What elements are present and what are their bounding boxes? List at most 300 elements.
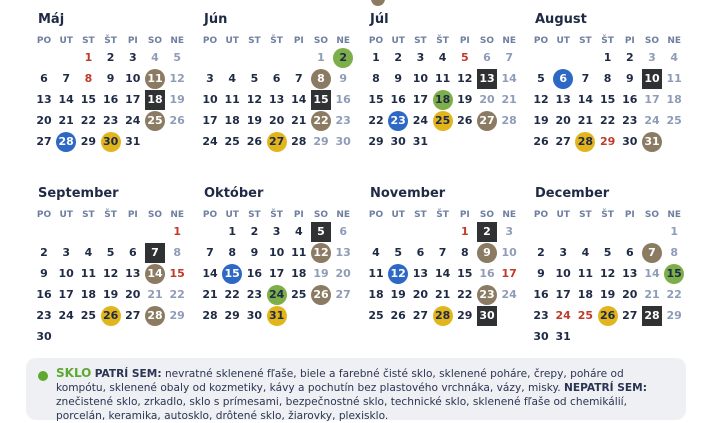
calendar-day: [77, 111, 99, 131]
calendar-day: [530, 90, 552, 110]
calendar-day: [288, 90, 310, 110]
calendar-day: [387, 48, 409, 68]
day-number: 12: [169, 72, 185, 85]
calendar-day: [310, 111, 332, 131]
weekday-label: NE: [502, 36, 517, 46]
day-number: 9: [250, 246, 259, 259]
legend-not-belongs-label: NEPATRÍ SEM:: [564, 382, 647, 394]
day-number: 25: [434, 114, 451, 127]
calendar-day: [365, 132, 387, 152]
calendar-day: [574, 90, 596, 110]
calendar-day: [530, 132, 552, 152]
day-number: 20: [412, 288, 429, 301]
weekday-label: ST: [579, 36, 592, 46]
calendar-day: [552, 132, 574, 152]
day-number: 7: [581, 72, 590, 85]
calendar-day: [454, 69, 476, 89]
day-number: 8: [372, 72, 380, 85]
calendar-day: [663, 111, 685, 131]
calendar-day: [288, 243, 310, 263]
day-number: 28: [291, 135, 307, 148]
day-number: 28: [577, 135, 594, 148]
day-number: 23: [335, 114, 351, 127]
day-number: 10: [644, 72, 660, 85]
calendar-day: [266, 243, 288, 263]
calendar-day: [243, 69, 265, 89]
calendar-day: [365, 306, 387, 326]
day-number: 9: [40, 267, 48, 280]
weekday-label: NE: [667, 210, 682, 220]
day-number: 2: [394, 51, 403, 64]
day-number: 13: [622, 267, 638, 280]
day-number: 29: [457, 309, 473, 322]
weekday-label: SO: [313, 210, 329, 220]
calendar-day: [288, 285, 310, 305]
weekday-label: ST: [82, 36, 95, 46]
calendar-day: [221, 69, 243, 89]
calendar-day: [199, 111, 221, 131]
calendar-day: [387, 285, 409, 305]
calendar-day: [619, 111, 641, 131]
calendar-day: [33, 90, 55, 110]
month-title: Október: [204, 186, 264, 201]
calendar-day: [365, 285, 387, 305]
calendar-day: [100, 264, 122, 284]
day-number: 11: [80, 267, 97, 280]
weekday-label: PO: [36, 210, 52, 220]
calendar-day: [310, 132, 332, 152]
calendar-day: [77, 285, 99, 305]
calendar-day: [641, 264, 663, 284]
calendar-day: [409, 48, 431, 68]
calendar-day: [365, 264, 387, 284]
day-number: 9: [537, 267, 545, 280]
day-number: 30: [36, 330, 52, 343]
calendar-day: [221, 90, 243, 110]
calendar-day: [387, 264, 409, 284]
day-number: 3: [416, 51, 425, 64]
day-number: 20: [555, 114, 571, 127]
month-title: Júl: [370, 12, 389, 27]
day-number: 9: [483, 246, 491, 259]
day-number: 14: [58, 93, 74, 106]
calendar-day: [199, 306, 221, 326]
weekday-label: PO: [533, 36, 549, 46]
day-number: 17: [58, 288, 74, 301]
day-number: 28: [501, 114, 517, 127]
weekday-label: ST: [82, 210, 95, 220]
calendar-day: [476, 285, 498, 305]
calendar-day: [266, 222, 288, 242]
day-number: 3: [62, 246, 71, 259]
weekday-label: ŠT: [436, 36, 449, 46]
calendar-day: [619, 48, 641, 68]
day-number: 1: [372, 51, 380, 64]
day-number: 11: [666, 72, 682, 85]
calendar-day: [641, 48, 663, 68]
day-number: 6: [128, 246, 137, 259]
day-number: 22: [80, 114, 97, 127]
day-number: 15: [224, 267, 240, 280]
calendar-day: [552, 90, 574, 110]
day-number: 4: [438, 51, 447, 64]
day-number: 26: [246, 135, 263, 148]
weekday-label: PI: [624, 36, 635, 46]
day-number: 23: [479, 288, 495, 301]
day-number: 21: [58, 114, 74, 127]
calendar-day: [574, 132, 596, 152]
calendar-day: [144, 306, 166, 326]
day-number: 19: [457, 93, 473, 106]
calendar-day: [166, 48, 188, 68]
day-number: 28: [202, 309, 218, 322]
day-number: 4: [84, 246, 93, 259]
day-number: 16: [533, 288, 549, 301]
weekday-label: UT: [556, 210, 570, 220]
calendar-day: [597, 90, 619, 110]
calendar-day: [288, 111, 310, 131]
calendar-day: [332, 243, 354, 263]
calendar-day: [77, 90, 99, 110]
day-number: 14: [644, 267, 660, 280]
day-number: 7: [438, 246, 447, 259]
calendar-day: [454, 264, 476, 284]
calendar-day: [144, 243, 166, 263]
day-number: 14: [434, 267, 451, 280]
day-number: 29: [368, 135, 384, 148]
weekday-label: PO: [368, 210, 384, 220]
calendar-day: [597, 69, 619, 89]
calendar-day: [498, 285, 520, 305]
weekday-label: UT: [556, 36, 570, 46]
calendar-day: [100, 90, 122, 110]
calendar-day: [266, 90, 288, 110]
day-number: 13: [555, 93, 571, 106]
weekday-label: PO: [36, 36, 52, 46]
day-number: 11: [434, 72, 451, 85]
day-number: 4: [228, 72, 237, 85]
day-number: 12: [533, 93, 549, 106]
weekday-label: ST: [579, 210, 592, 220]
day-number: 12: [390, 267, 406, 280]
day-number: 13: [412, 267, 429, 280]
calendar-day: [33, 306, 55, 326]
calendar-day: [409, 306, 431, 326]
calendar-day: [55, 69, 77, 89]
calendar-day: [166, 264, 188, 284]
day-number: 24: [58, 309, 74, 322]
weekday-label: UT: [225, 36, 239, 46]
day-number: 10: [268, 246, 285, 259]
day-number: 2: [106, 51, 115, 64]
calendar-day: [221, 111, 243, 131]
calendar-day: [166, 69, 188, 89]
calendar-day: [122, 306, 144, 326]
calendar-day: [498, 111, 520, 131]
day-number: 19: [102, 288, 119, 301]
calendar-day: [199, 69, 221, 89]
day-number: 10: [412, 72, 429, 85]
month-title: December: [535, 186, 610, 201]
day-number: 8: [173, 246, 182, 259]
calendar-day: [310, 243, 332, 263]
calendar-day: [144, 264, 166, 284]
calendar-day: [122, 48, 144, 68]
calendar-day: [77, 306, 99, 326]
day-number: 4: [151, 51, 159, 64]
calendar-day: [288, 222, 310, 242]
day-number: 10: [501, 246, 517, 259]
day-number: 27: [412, 309, 429, 322]
day-number: 30: [622, 135, 638, 148]
calendar-day: [100, 48, 122, 68]
day-number: 5: [394, 246, 403, 259]
day-number: 21: [202, 288, 218, 301]
day-number: 23: [533, 309, 549, 322]
calendar-day: [166, 285, 188, 305]
day-number: 10: [125, 72, 141, 85]
day-number: 7: [505, 51, 514, 64]
day-number: 19: [533, 114, 549, 127]
weekday-label: PO: [202, 36, 218, 46]
day-number: 27: [125, 309, 141, 322]
weekday-label: PI: [624, 210, 635, 220]
calendar-day: [387, 90, 409, 110]
day-number: 18: [224, 114, 240, 127]
calendar-day: [100, 111, 122, 131]
calendar-day: [476, 69, 498, 89]
day-number: 2: [625, 51, 634, 64]
calendar-day: [310, 222, 332, 242]
calendar-day: [498, 222, 520, 242]
weekday-label: ŠT: [270, 210, 283, 220]
calendar-day: [55, 264, 77, 284]
calendar-day: [332, 48, 354, 68]
calendar-day: [243, 111, 265, 131]
day-number: 7: [151, 246, 159, 259]
calendar-day: [663, 306, 685, 326]
calendar-day: [288, 69, 310, 89]
calendar-day: [243, 243, 265, 263]
day-number: 22: [169, 288, 185, 301]
day-number: 6: [559, 72, 568, 85]
day-number: 17: [202, 114, 218, 127]
day-number: 11: [224, 93, 240, 106]
day-number: 25: [666, 114, 682, 127]
calendar-day: [77, 132, 99, 152]
calendar-day: [243, 264, 265, 284]
day-number: 20: [479, 93, 495, 106]
day-number: 10: [555, 267, 571, 280]
calendar-day: [619, 243, 641, 263]
day-number: 11: [368, 267, 384, 280]
calendar-day: [552, 111, 574, 131]
calendar-day: [33, 111, 55, 131]
calendar-day: [619, 285, 641, 305]
calendar-day: [266, 264, 288, 284]
day-number: 26: [533, 135, 549, 148]
day-number: 11: [147, 72, 163, 85]
calendar-day: [574, 264, 596, 284]
calendar-day: [55, 285, 77, 305]
weekday-label: NE: [336, 36, 351, 46]
weekday-label: NE: [502, 210, 517, 220]
day-number: 4: [581, 246, 590, 259]
weekday-label: ŠT: [104, 36, 117, 46]
day-number: 1: [228, 225, 237, 238]
calendar-day: [122, 69, 144, 89]
month-title: November: [370, 186, 446, 201]
calendar-day: [476, 264, 498, 284]
day-number: 31: [125, 135, 141, 148]
day-number: 26: [313, 288, 329, 301]
calendar-day: [619, 132, 641, 152]
day-number: 8: [460, 246, 469, 259]
day-number: 1: [603, 51, 612, 64]
calendar-day: [574, 111, 596, 131]
day-number: 9: [339, 72, 348, 85]
calendar-day: [332, 90, 354, 110]
calendar-day: [530, 111, 552, 131]
calendar-day: [552, 264, 574, 284]
day-number: 24: [412, 114, 429, 127]
weekday-label: ŠT: [601, 36, 614, 46]
day-number: 30: [479, 309, 495, 322]
day-number: 15: [666, 267, 682, 280]
calendar-day: [310, 69, 332, 89]
calendar-day: [33, 264, 55, 284]
calendar-day: [498, 243, 520, 263]
calendar-day: [55, 90, 77, 110]
day-number: 25: [224, 135, 240, 148]
calendar-day: [454, 243, 476, 263]
calendar-day: [166, 90, 188, 110]
calendar-day: [432, 90, 454, 110]
day-number: 5: [537, 72, 545, 85]
weekday-label: ST: [248, 36, 261, 46]
calendar-day: [33, 243, 55, 263]
calendar-day: [387, 111, 409, 131]
legend-text: [56, 366, 674, 423]
day-number: 29: [169, 309, 185, 322]
calendar-day: [365, 48, 387, 68]
calendar-day: [663, 69, 685, 89]
day-number: 2: [339, 51, 348, 64]
calendar-day: [663, 90, 685, 110]
weekday-label: SO: [479, 36, 495, 46]
calendar-day: [100, 285, 122, 305]
day-number: 13: [125, 267, 141, 280]
calendar-day: [387, 243, 409, 263]
calendar-day: [266, 306, 288, 326]
day-number: 6: [625, 246, 634, 259]
day-number: 8: [84, 72, 93, 85]
day-number: 4: [372, 246, 380, 259]
weekday-label: NE: [667, 36, 682, 46]
calendar-day: [365, 111, 387, 131]
calendar-day: [199, 132, 221, 152]
weekday-label: UT: [391, 210, 405, 220]
calendar-day: [100, 306, 122, 326]
day-number: 3: [505, 225, 514, 238]
day-number: 18: [434, 93, 451, 106]
day-number: 24: [202, 135, 218, 148]
day-number: 29: [80, 135, 97, 148]
calendar-day: [432, 264, 454, 284]
calendar-day: [100, 69, 122, 89]
calendar-day: [476, 48, 498, 68]
calendar-day: [641, 243, 663, 263]
calendar-day: [432, 69, 454, 89]
day-number: 27: [479, 114, 495, 127]
calendar-day: [221, 306, 243, 326]
day-number: 24: [555, 309, 571, 322]
day-number: 27: [335, 288, 351, 301]
calendar-day: [144, 285, 166, 305]
calendar-day: [498, 69, 520, 89]
calendar-day: [122, 90, 144, 110]
day-number: 6: [40, 72, 48, 85]
day-number: 31: [268, 309, 285, 322]
calendar-day: [33, 285, 55, 305]
day-number: 7: [206, 246, 214, 259]
month-title: September: [38, 186, 119, 201]
calendar-day: [166, 111, 188, 131]
day-number: 16: [479, 267, 495, 280]
day-number: 20: [335, 267, 351, 280]
calendar-day: [122, 285, 144, 305]
day-number: 10: [202, 93, 218, 106]
day-number: 25: [368, 309, 384, 322]
weekday-label: PI: [127, 210, 138, 220]
calendar-day: [498, 90, 520, 110]
day-number: 29: [599, 135, 616, 148]
day-number: 21: [147, 288, 163, 301]
calendar-day: [144, 111, 166, 131]
day-number: 21: [291, 114, 307, 127]
day-number: 14: [577, 93, 594, 106]
day-number: 17: [125, 93, 141, 106]
calendar-day: [476, 306, 498, 326]
day-number: 31: [644, 135, 660, 148]
calendar-day: [266, 132, 288, 152]
day-number: 27: [268, 135, 285, 148]
calendar-day: [122, 132, 144, 152]
day-number: 23: [622, 114, 638, 127]
day-number: 22: [224, 288, 240, 301]
day-number: 25: [147, 114, 163, 127]
day-number: 15: [313, 93, 329, 106]
day-number: 22: [457, 288, 473, 301]
legend-belongs-text: nevratné sklenené fľaše, biele a farebné čisté sklo, sklenené poháre, črepy, poháre od kompótu, sklenené obaly od kozmetiky, kávy a pochutín bez plastového vrchnáka, vázy, misky.: [56, 368, 624, 394]
calendar-day: [641, 306, 663, 326]
day-number: 7: [62, 72, 71, 85]
day-number: 14: [501, 72, 517, 85]
weekday-label: SO: [313, 36, 329, 46]
day-number: 16: [622, 93, 638, 106]
day-number: 29: [666, 309, 682, 322]
day-number: 29: [224, 309, 240, 322]
day-number: 1: [84, 51, 93, 64]
calendar-day: [454, 90, 476, 110]
day-number: 14: [202, 267, 218, 280]
day-number: 4: [294, 225, 303, 238]
weekday-label: PO: [368, 36, 384, 46]
calendar-day: [100, 132, 122, 152]
day-number: 20: [622, 288, 638, 301]
calendar-day: [243, 90, 265, 110]
weekday-label: NE: [170, 36, 185, 46]
